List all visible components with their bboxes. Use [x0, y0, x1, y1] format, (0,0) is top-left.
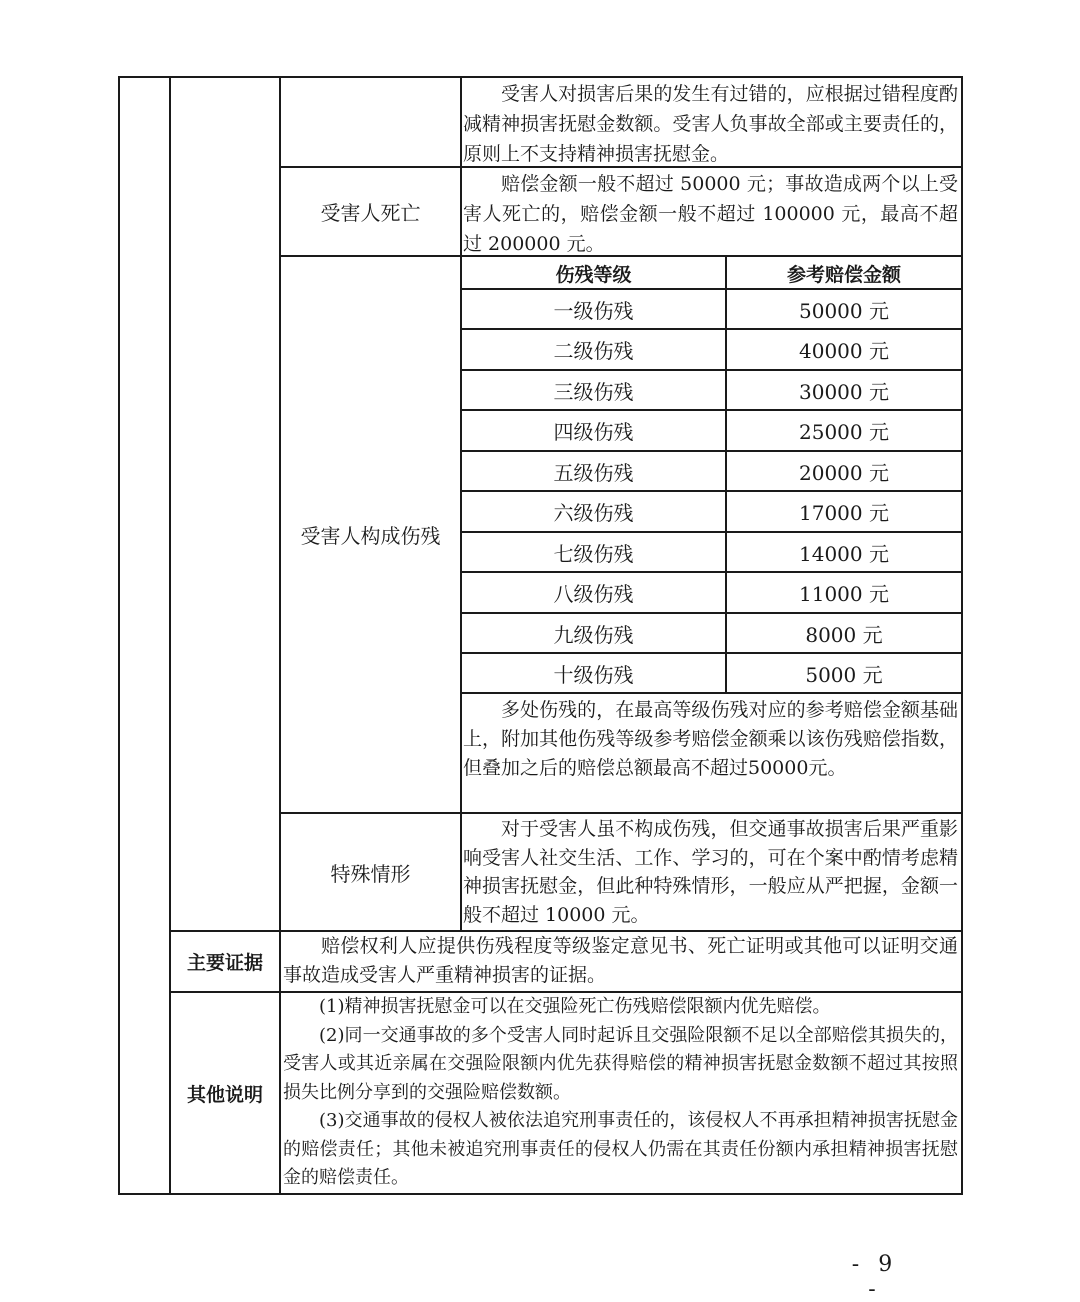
other-notes [283, 993, 958, 1193]
grade-cell: 六级伤残 [553, 501, 634, 525]
death-label: 受害人死亡 [320, 201, 421, 225]
amount-cell: 8000 元 [805, 622, 883, 647]
fault-paragraph: 受害人对损害后果的发生有过错的，应根据过错程度酌减精神损害抚慰金数额。受害人负事故全部或主要责任的，原则上不支持精神损害抚慰金。 [463, 83, 958, 165]
disability-label: 受害人构成伤残 [300, 524, 441, 548]
other-note-item: (2)同一交通事故的多个受害人同时起诉且交强险限额不足以全部赔偿其损失的，受害人或其近亲属在交强险限额内优先获得赔偿的精神损害抚慰金数额不超过其按照损失比例分享到的交强险赔偿数额。 [283, 1024, 958, 1103]
evidence-label: 主要证据 [186, 952, 263, 974]
special-paragraph: 对于受害人虽不构成伤残，但交通事故损害后果严重影响受害人社交生活、工作、学习的，可在个案中酌情考虑精神损害抚慰金，但此种特殊情形，一般应从严把握，金额一般不超过 10000 元。 [463, 818, 958, 926]
amount-cell: 30000 元 [799, 379, 889, 404]
grade-cell: 八级伤残 [553, 582, 634, 606]
multi-disability-note: 多处伤残的，在最高等级伤残对应的参考赔偿金额基础上，附加其他伤残等级参考赔偿金额乘以该伤残赔偿指数，但叠加之后的赔偿总额最高不超过50000元。 [463, 699, 958, 779]
grade-cell: 三级伤残 [553, 379, 634, 404]
amount-column-header: 参考赔偿金额 [786, 263, 901, 286]
grade-cell: 一级伤残 [553, 298, 634, 323]
grade-cell: 九级伤残 [553, 622, 634, 647]
amount-cell: 40000 元 [799, 339, 889, 363]
amount-cell: 50000 元 [799, 298, 889, 323]
grade-cell: 五级伤残 [553, 460, 634, 485]
grade-cell: 四级伤残 [553, 420, 634, 444]
grade-column-header: 伤残等级 [555, 263, 632, 286]
amount-cell: 14000 元 [799, 541, 889, 566]
grade-cell: 七级伤残 [553, 541, 634, 566]
other-note-item: (3)交通事故的侵权人被依法追究刑事责任的，该侵权人不再承担精神损害抚慰金的赔偿责任；其他未被追究刑事责任的侵权人仍需在其责任份额内承担精神损害抚慰金的赔偿责任。 [283, 1110, 958, 1188]
amount-cell: 25000 元 [799, 420, 889, 444]
other-label: 其他说明 [186, 1083, 263, 1106]
amount-cell: 20000 元 [799, 460, 889, 485]
grade-cell: 十级伤残 [553, 662, 634, 687]
death-paragraph: 赔偿金额一般不超过 50000 元；事故造成两个以上受害人死亡的，赔偿金额一般不超过 100000 元，最高不超过 200000 元。 [463, 173, 958, 255]
amount-cell: 5000 元 [805, 662, 883, 687]
grade-cell: 二级伤残 [553, 339, 634, 363]
amount-cell: 11000 元 [799, 582, 889, 606]
evidence-paragraph: 赔偿权利人应提供伤残程度等级鉴定意见书、死亡证明或其他可以证明交通事故造成受害人严重精神损害的证据。 [283, 935, 958, 986]
amount-cell: 17000 元 [799, 501, 889, 525]
page-number: - 9 - [851, 1252, 899, 1302]
special-label: 特殊情形 [330, 861, 411, 886]
other-note-item: (1)精神损害抚慰金可以在交强险死亡伤残赔偿限额内优先赔偿。 [319, 996, 831, 1017]
